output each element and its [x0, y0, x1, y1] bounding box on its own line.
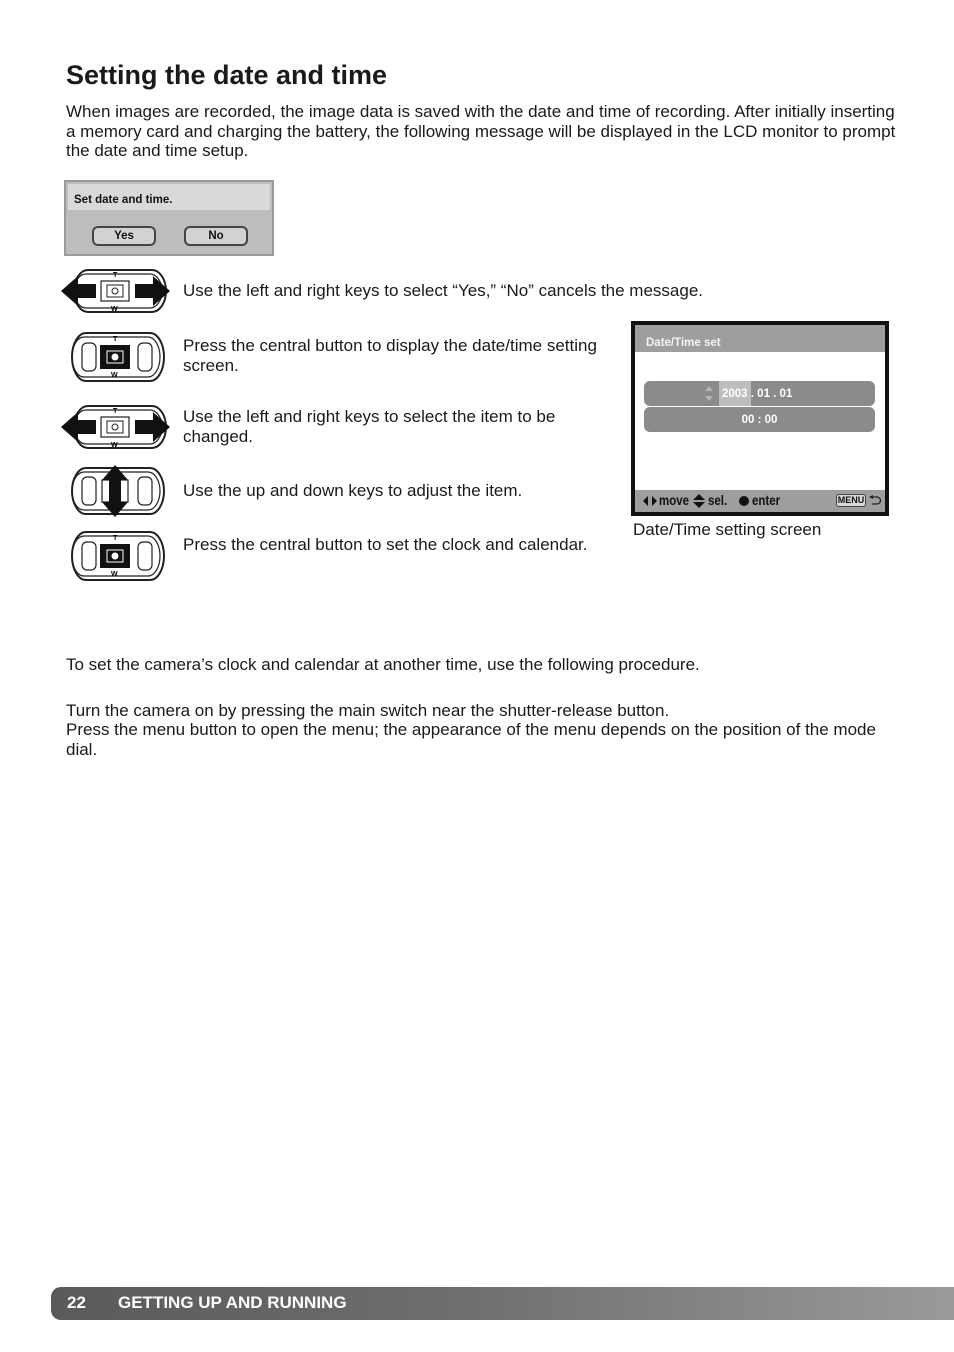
paragraph-2-line-2: Press the menu button to open the menu; the appearance of the menu depends on the position of the mode dial. — [66, 720, 876, 759]
screen-footer — [635, 490, 885, 512]
step-5-text: Press the central button to set the clock and calendar. — [183, 535, 588, 554]
page-number: 22 — [67, 1293, 86, 1312]
time-field[interactable] — [644, 407, 875, 432]
date-value: 2003 . 01 . 01 — [722, 388, 793, 400]
screen-header — [635, 325, 885, 352]
paragraph-1: To set the camera’s clock and calendar at another time, use the following procedure. — [66, 655, 700, 674]
w-label: W — [111, 571, 118, 578]
set-date-dialog — [64, 180, 274, 256]
screen-caption: Date/Time setting screen — [633, 520, 822, 539]
section-title: GETTING UP AND RUNNING — [118, 1293, 347, 1312]
enter-label: enter — [752, 492, 781, 508]
time-value: 00 : 00 — [741, 414, 778, 426]
left-right-arrow-icon — [643, 495, 657, 507]
t-label: T — [113, 408, 118, 415]
step-4-text: Use the up and down keys to adjust the item. — [183, 481, 523, 500]
dialog-message: Set date and time. — [74, 194, 173, 206]
select-label: sel. — [708, 492, 728, 508]
controller-center-icon — [58, 529, 176, 583]
no-button[interactable]: No — [184, 226, 248, 246]
t-label: T — [113, 336, 118, 343]
yes-button[interactable]: Yes — [92, 226, 156, 246]
step-1-text: Use the left and right keys to select “Yes,” “No” cancels the message. — [183, 281, 704, 300]
paragraph-2-line-1: Turn the camera on by pressing the main switch near the shutter-release button. — [66, 701, 670, 720]
up-down-arrow-icon — [693, 494, 705, 508]
page-title: Setting the date and time — [66, 60, 388, 90]
center-button-icon — [739, 496, 749, 506]
w-label: W — [111, 442, 118, 449]
step-2-text: Press the central button to display the date/time setting screen. — [183, 336, 597, 375]
move-label: move — [659, 492, 689, 508]
date-field[interactable] — [644, 381, 875, 406]
intro-paragraph: When images are recorded, the image data is saved with the date and time of recording. After initially inserting a memory card and charging the battery, the following message will be displayed in the LCD monitor to prompt the date and time setup. — [66, 102, 896, 160]
controller-left-right-icon — [58, 402, 176, 452]
controller-up-down-icon — [58, 464, 176, 518]
menu-badge: MENU — [837, 495, 865, 505]
controller-left-right-icon — [58, 266, 176, 316]
step-3-text: Use the left and right keys to select the item to be changed. — [183, 407, 556, 446]
controller-center-icon — [58, 330, 176, 384]
screen-title: Date/Time set — [646, 337, 721, 349]
return-icon — [869, 495, 881, 507]
up-down-arrow-icon — [704, 385, 714, 402]
w-label: W — [111, 306, 118, 313]
date-time-screen — [631, 321, 889, 516]
t-label: T — [113, 272, 118, 279]
t-label: T — [113, 535, 118, 542]
footer-bar — [51, 1287, 954, 1320]
w-label: W — [111, 372, 118, 379]
